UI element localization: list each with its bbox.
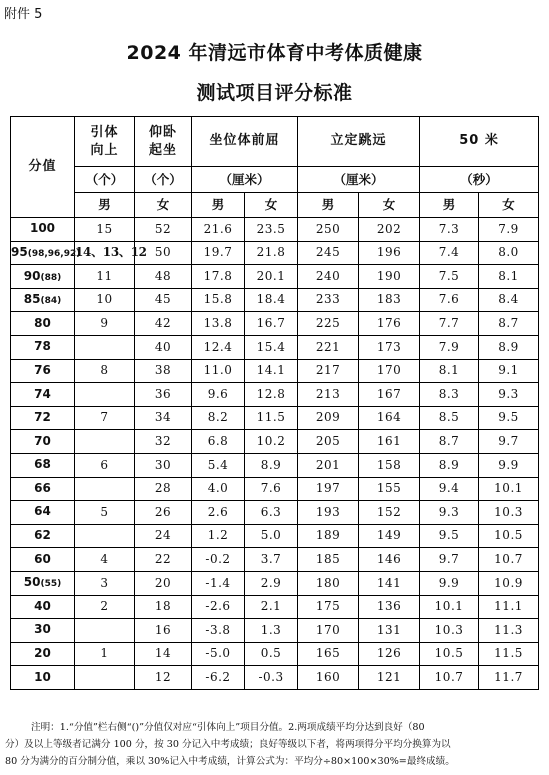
pullup-cell: 8	[75, 359, 135, 383]
pullup-gender: 男	[75, 193, 135, 218]
sprint-male-cell: 9.9	[420, 571, 479, 595]
sprint-female-cell: 8.4	[479, 288, 539, 312]
sprint-female-cell: 10.7	[479, 548, 539, 572]
sit-reach-male-cell: 5.4	[192, 453, 245, 477]
sprint-male-cell: 8.5	[420, 406, 479, 430]
score-cell: 20	[11, 642, 75, 666]
pullup-cell: 4	[75, 548, 135, 572]
sit-reach-female-cell: 14.1	[245, 359, 298, 383]
table-row	[11, 265, 539, 289]
sit-reach-male-cell: -1.4	[192, 571, 245, 595]
sit-reach-female-cell: 5.0	[245, 524, 298, 548]
situp-unit: （个）	[135, 167, 192, 193]
pullup-cell: 11	[75, 265, 135, 289]
situp-cell: 20	[135, 571, 192, 595]
pullup-cell: 10	[75, 288, 135, 312]
situp-cell: 24	[135, 524, 192, 548]
sprint-male-cell: 9.5	[420, 524, 479, 548]
situp-cell: 12	[135, 666, 192, 690]
sprint-unit: （秒）	[420, 167, 539, 193]
sprint-male-cell: 7.7	[420, 312, 479, 336]
sprint-female-cell: 8.7	[479, 312, 539, 336]
jump-male-cell: 175	[298, 595, 359, 619]
sprint-female-cell: 11.5	[479, 642, 539, 666]
sprint-female-cell: 9.5	[479, 406, 539, 430]
jump-male-cell: 189	[298, 524, 359, 548]
jump-male-cell: 221	[298, 335, 359, 359]
sit-reach-male-cell: 4.0	[192, 477, 245, 501]
situp-cell: 42	[135, 312, 192, 336]
pullup-cell: 9	[75, 312, 135, 336]
sprint-female-cell: 10.9	[479, 571, 539, 595]
score-cell: 62	[11, 524, 75, 548]
sit-reach-male-cell: -3.8	[192, 619, 245, 643]
sit-reach-male-cell: 19.7	[192, 241, 245, 265]
score-cell: 10	[11, 666, 75, 690]
sprint-female-cell: 10.1	[479, 477, 539, 501]
jump-female-cell: 126	[359, 642, 420, 666]
sprint-male-cell: 10.1	[420, 595, 479, 619]
sit-reach-female-cell: 16.7	[245, 312, 298, 336]
sprint-male-cell: 8.9	[420, 453, 479, 477]
footnote-line: 80 分为满分的百分制分值，乘以 30%记入中考成绩，计算公式为：平均分÷80×100×30%=最终成绩。	[5, 756, 455, 767]
jump-female-cell: 136	[359, 595, 420, 619]
jump-male-cell: 225	[298, 312, 359, 336]
situp-cell: 38	[135, 359, 192, 383]
sit-reach-male-cell: 9.6	[192, 383, 245, 407]
sit-reach-female-cell: 12.8	[245, 383, 298, 407]
sit-reach-female-cell: 7.6	[245, 477, 298, 501]
score-cell: 78	[11, 335, 75, 359]
score-cell: 64	[11, 501, 75, 525]
table-row	[11, 218, 539, 242]
jump-female-cell: 161	[359, 430, 420, 454]
sit-reach-unit: （厘米）	[192, 167, 298, 193]
pullup-cell: 15	[75, 218, 135, 242]
jump-male-cell: 160	[298, 666, 359, 690]
jump-female-cell: 170	[359, 359, 420, 383]
sprint-female-cell: 10.3	[479, 501, 539, 525]
sprint-male-cell: 9.4	[420, 477, 479, 501]
jump-male-cell: 233	[298, 288, 359, 312]
table-row	[11, 288, 539, 312]
jump-female-cell: 158	[359, 453, 420, 477]
sprint-male-cell: 8.3	[420, 383, 479, 407]
sprint-male-cell: 7.6	[420, 288, 479, 312]
jump-female-cell: 190	[359, 265, 420, 289]
sprint-50m-header: 50 米	[420, 117, 539, 167]
sprint-male-cell: 8.7	[420, 430, 479, 454]
table-row	[11, 453, 539, 477]
score-cell: 60	[11, 548, 75, 572]
sprint-male: 男	[420, 193, 479, 218]
sit-reach-header: 坐位体前屈	[192, 117, 298, 167]
sit-reach-female-cell: 1.3	[245, 619, 298, 643]
sprint-male-cell: 8.1	[420, 359, 479, 383]
jump-female-cell: 202	[359, 218, 420, 242]
sit-reach-male-cell: 12.4	[192, 335, 245, 359]
page-subtitle: 测试项目评分标准	[196, 82, 353, 104]
sprint-male-cell: 7.9	[420, 335, 479, 359]
sprint-female-cell: 11.7	[479, 666, 539, 690]
sit-reach-male-cell: 13.8	[192, 312, 245, 336]
sprint-male-cell: 7.5	[420, 265, 479, 289]
sprint-female-cell: 8.0	[479, 241, 539, 265]
sit-reach-female: 女	[245, 193, 298, 218]
sit-reach-male-cell: 6.8	[192, 430, 245, 454]
attachment-label: 附件 5	[4, 7, 43, 22]
sprint-male-cell: 7.3	[420, 218, 479, 242]
pullup-cell	[75, 430, 135, 454]
table-row	[11, 477, 539, 501]
jump-female-cell: 152	[359, 501, 420, 525]
sit-reach-female-cell: 21.8	[245, 241, 298, 265]
situp-cell: 36	[135, 383, 192, 407]
situp-cell: 48	[135, 265, 192, 289]
sprint-female-cell: 9.7	[479, 430, 539, 454]
situp-cell: 50	[135, 241, 192, 265]
sprint-female-cell: 9.3	[479, 383, 539, 407]
situp-cell: 32	[135, 430, 192, 454]
jump-male-cell: 245	[298, 241, 359, 265]
sprint-male-cell: 10.5	[420, 642, 479, 666]
pullup-score-note: (88)	[40, 272, 62, 283]
sprint-female-cell: 10.5	[479, 524, 539, 548]
jump-male-cell: 213	[298, 383, 359, 407]
table-row	[11, 359, 539, 383]
table-row	[11, 312, 539, 336]
situp-header: 仰卧 起坐	[135, 117, 192, 167]
table-row	[11, 666, 539, 690]
pullup-cell: 7	[75, 406, 135, 430]
sit-reach-male-cell: 15.8	[192, 288, 245, 312]
sprint-male-cell: 10.3	[420, 619, 479, 643]
jump-female-cell: 121	[359, 666, 420, 690]
score-cell: 40	[11, 595, 75, 619]
page-title: 2024 年清远市体育中考体质健康	[126, 42, 423, 64]
footnote-line: 注明：1.“分值”栏右侧“()”分值仅对应“引体向上”项目分值。2.两项成绩平均分达到良好（80	[31, 722, 425, 733]
sit-reach-female-cell: 2.1	[245, 595, 298, 619]
pullup-cell: 5	[75, 501, 135, 525]
pullup-cell: 6	[75, 453, 135, 477]
sit-reach-female-cell: 15.4	[245, 335, 298, 359]
sit-reach-male-cell: -2.6	[192, 595, 245, 619]
score-cell: 74	[11, 383, 75, 407]
table-row	[11, 548, 539, 572]
situp-cell: 16	[135, 619, 192, 643]
sit-reach-male-cell: 8.2	[192, 406, 245, 430]
table-row	[11, 571, 539, 595]
pullup-cell	[75, 335, 135, 359]
situp-cell: 28	[135, 477, 192, 501]
sit-reach-female-cell: 3.7	[245, 548, 298, 572]
jump-female-cell: 131	[359, 619, 420, 643]
sprint-male-cell: 10.7	[420, 666, 479, 690]
jump-male-cell: 170	[298, 619, 359, 643]
score-cell: 70	[11, 430, 75, 454]
footnote	[5, 719, 545, 770]
jump-male-cell: 250	[298, 218, 359, 242]
table-row	[11, 595, 539, 619]
table-row	[11, 642, 539, 666]
sit-reach-female-cell: 8.9	[245, 453, 298, 477]
sprint-male-cell: 9.3	[420, 501, 479, 525]
sprint-female-cell: 8.1	[479, 265, 539, 289]
sprint-female-cell: 8.9	[479, 335, 539, 359]
sit-reach-female-cell: 0.5	[245, 642, 298, 666]
sit-reach-male-cell: 17.8	[192, 265, 245, 289]
sprint-female-cell: 9.9	[479, 453, 539, 477]
sit-reach-female-cell: 20.1	[245, 265, 298, 289]
sit-reach-female-cell: 23.5	[245, 218, 298, 242]
sit-reach-female-cell: 2.9	[245, 571, 298, 595]
sprint-female-cell: 11.1	[479, 595, 539, 619]
footnote-line: 分）及以上等级者记满分 100 分，按 30 分记入中考成绩；良好等级以下者，将两项得分平均分换算为以	[5, 739, 451, 750]
jump-female-cell: 183	[359, 288, 420, 312]
situp-cell: 34	[135, 406, 192, 430]
table-row	[11, 619, 539, 643]
score-cell: 95(98,96,92)	[11, 241, 75, 265]
jump-male-cell: 185	[298, 548, 359, 572]
sit-reach-female-cell: 18.4	[245, 288, 298, 312]
pullup-score-note: (84)	[40, 296, 62, 307]
pullup-header: 引体 向上	[75, 117, 135, 167]
table-row	[11, 335, 539, 359]
pullup-cell	[75, 477, 135, 501]
sit-reach-female-cell: 10.2	[245, 430, 298, 454]
table-row	[11, 406, 539, 430]
sit-reach-female-cell: 11.5	[245, 406, 298, 430]
situp-cell: 45	[135, 288, 192, 312]
score-cell: 100	[11, 218, 75, 242]
pullup-cell: 14、13、12	[75, 241, 135, 265]
jump-male-cell: 217	[298, 359, 359, 383]
jump-male-cell: 240	[298, 265, 359, 289]
table-row	[11, 524, 539, 548]
pullup-cell: 1	[75, 642, 135, 666]
score-cell: 50(55)	[11, 571, 75, 595]
jump-female-cell: 141	[359, 571, 420, 595]
score-cell: 85(84)	[11, 288, 75, 312]
jump-male-cell: 201	[298, 453, 359, 477]
jump-male-cell: 165	[298, 642, 359, 666]
situp-cell: 14	[135, 642, 192, 666]
pullup-score-note: (98,96,92)	[27, 248, 81, 259]
situp-cell: 52	[135, 218, 192, 242]
score-header: 分值	[11, 117, 75, 218]
table-row	[11, 383, 539, 407]
table-row	[11, 430, 539, 454]
sprint-female: 女	[479, 193, 539, 218]
score-cell: 76	[11, 359, 75, 383]
sprint-female-cell: 9.1	[479, 359, 539, 383]
jump-male: 男	[298, 193, 359, 218]
score-cell: 68	[11, 453, 75, 477]
pullup-cell	[75, 666, 135, 690]
pullup-cell	[75, 524, 135, 548]
pullup-cell	[75, 619, 135, 643]
jump-female-cell: 167	[359, 383, 420, 407]
jump-male-cell: 193	[298, 501, 359, 525]
jump-female-cell: 146	[359, 548, 420, 572]
table-row	[11, 241, 539, 265]
pullup-cell	[75, 383, 135, 407]
jump-female: 女	[359, 193, 420, 218]
sit-reach-female-cell: -0.3	[245, 666, 298, 690]
sit-reach-male-cell: -6.2	[192, 666, 245, 690]
jump-female-cell: 173	[359, 335, 420, 359]
jump-female-cell: 176	[359, 312, 420, 336]
situp-gender: 女	[135, 193, 192, 218]
sprint-female-cell: 11.3	[479, 619, 539, 643]
situp-cell: 26	[135, 501, 192, 525]
situp-cell: 30	[135, 453, 192, 477]
sit-reach-male-cell: 1.2	[192, 524, 245, 548]
pullup-unit: （个）	[75, 167, 135, 193]
sprint-male-cell: 9.7	[420, 548, 479, 572]
score-cell: 90(88)	[11, 265, 75, 289]
standing-jump-unit: （厘米）	[298, 167, 420, 193]
jump-male-cell: 180	[298, 571, 359, 595]
sprint-female-cell: 7.9	[479, 218, 539, 242]
jump-male-cell: 197	[298, 477, 359, 501]
situp-cell: 18	[135, 595, 192, 619]
sprint-male-cell: 7.4	[420, 241, 479, 265]
situp-cell: 22	[135, 548, 192, 572]
pullup-cell: 2	[75, 595, 135, 619]
standing-jump-header: 立定跳远	[298, 117, 420, 167]
sit-reach-male-cell: -0.2	[192, 548, 245, 572]
pullup-cell: 3	[75, 571, 135, 595]
sit-reach-male-cell: -5.0	[192, 642, 245, 666]
sit-reach-male-cell: 11.0	[192, 359, 245, 383]
score-cell: 72	[11, 406, 75, 430]
scoring-table	[10, 116, 539, 690]
jump-male-cell: 209	[298, 406, 359, 430]
pullup-score-note: (55)	[40, 579, 62, 590]
jump-female-cell: 155	[359, 477, 420, 501]
score-cell: 30	[11, 619, 75, 643]
jump-female-cell: 164	[359, 406, 420, 430]
sit-reach-female-cell: 6.3	[245, 501, 298, 525]
sit-reach-male-cell: 21.6	[192, 218, 245, 242]
jump-female-cell: 196	[359, 241, 420, 265]
situp-cell: 40	[135, 335, 192, 359]
table-row	[11, 501, 539, 525]
jump-male-cell: 205	[298, 430, 359, 454]
jump-female-cell: 149	[359, 524, 420, 548]
sit-reach-male: 男	[192, 193, 245, 218]
score-cell: 66	[11, 477, 75, 501]
sit-reach-male-cell: 2.6	[192, 501, 245, 525]
score-cell: 80	[11, 312, 75, 336]
